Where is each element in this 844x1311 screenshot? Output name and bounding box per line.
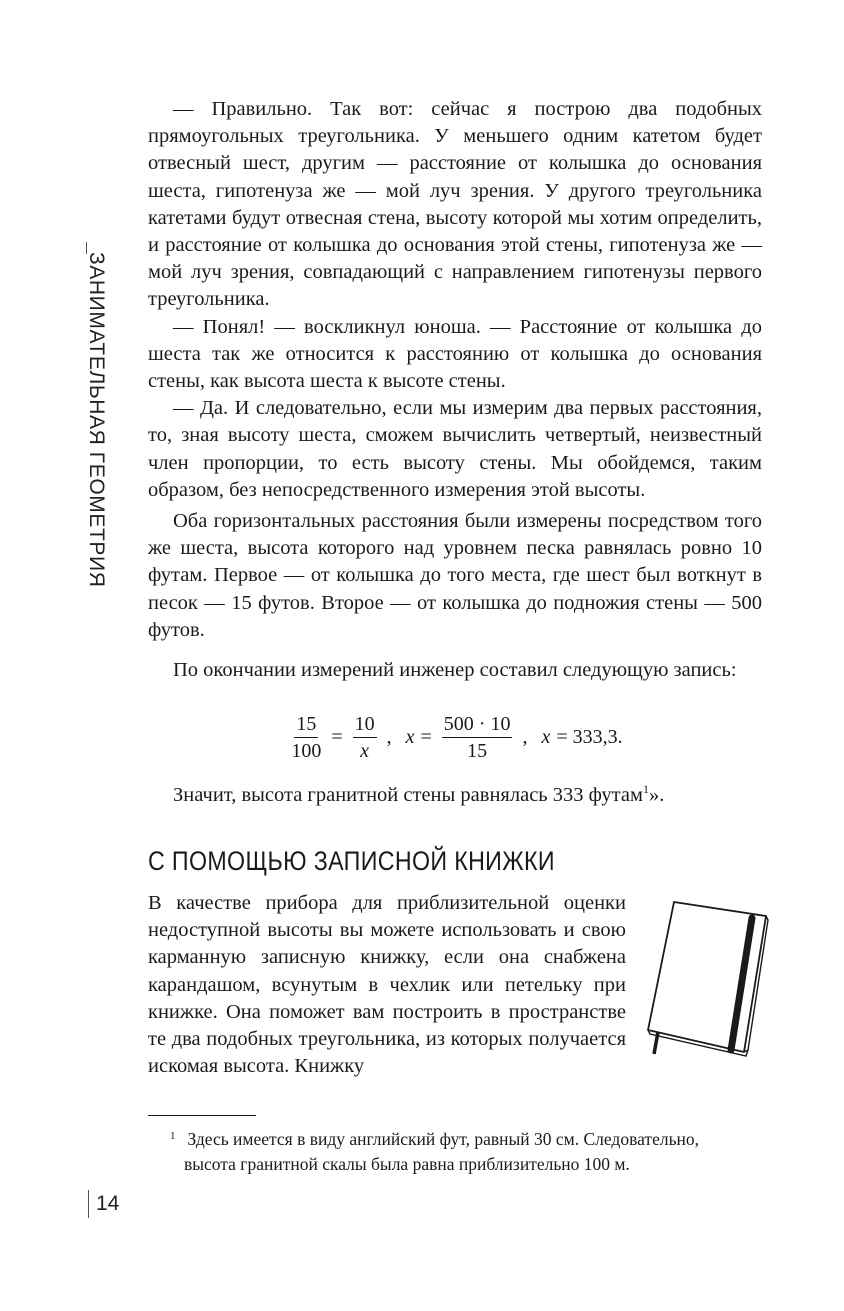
- section-text: [148, 890, 626, 1080]
- paragraph-4: Оба горизонтальных расстояния были измерены посредством того же шеста, высота которого над уровнем песка равнялась ровно 10 футам. Первое — от колышка до того места, где шест был воткнут в песок — 15 футов. Второе — от колышка до подножия стены — 500 футов.: [148, 510, 762, 641]
- conclusion: Значит, высота гранитной стены равнялась 333 футам$^1$».: [173, 782, 665, 806]
- footnote-marker: 1: [170, 1130, 176, 1142]
- fraction-5000-15: $\frac{500 \cdot 10}{15}$: [443, 713, 511, 762]
- footnote: $^1$ Здесь имеется в виду английский фут, равный 30 см. Следовательно, высота гранитной скалы была равна приблизительно 100 м.: [170, 1129, 700, 1174]
- running-head: ЗАНИМАТЕЛЬНАЯ ГЕОМЕТРИЯ: [85, 252, 108, 588]
- body-text: [148, 96, 762, 684]
- paragraph-5: По окончании измерений инженер составил следующую запись:: [173, 659, 737, 682]
- section-heading: С ПОМОЩЬЮ ЗАПИСНОЙ КНИЖКИ: [148, 846, 555, 876]
- page-number: 14: [96, 1192, 120, 1215]
- paragraph-3: — Да. И следовательно, если мы измерим два первых расстояния, то, зная высоту шеста, сможем вычислить четвертый, неизвестный член пропорции, то есть высоту стены. Мы обойдемся, таким образом, без непосредственного измерения этой высоты.: [148, 397, 762, 501]
- footnote-ref[interactable]: 1: [642, 782, 649, 796]
- footnote-rule: [148, 1115, 256, 1116]
- section-paragraph: В качестве прибора для приблизительной оценки недоступной высоты вы можете использовать и свою карманную записную книжку, если она снабжена карандашом, всунутым в чехлик или петельку при книжке. Она поможет вам построить в пространстве те два подобных треугольника, из которых получается искомая высота. Книжку: [148, 892, 626, 1078]
- fraction-15-100: $\frac{15}{100}$: [291, 713, 322, 762]
- proportion-formula: $\frac{15}{100}$ = $\frac{10}{x}$ , x = $\frac{500 \cdot 10}{15}$ , x = 333,3.: [291, 713, 623, 762]
- page-number-rule: [88, 1190, 89, 1218]
- notebook-illustration: [640, 896, 780, 1058]
- paragraph-2: — Понял! — воскликнул юноша. — Расстояние от колышка до шеста так же относится к расстоянию от колышка до основания стены, как высота шеста к высоте стены.: [148, 315, 762, 393]
- paragraph-1: — Правильно. Так вот: сейчас я построю два подобных прямоугольных треугольника. У меньшего одним катетом будет отвесный шест, другим — расстояние от колышка до основания шеста, гипотенуза же — мой луч зрения. У другого треугольника катетами будут отвесная стена, высоту которой мы хотим определить, и расстояние от колышка до основания этой стены, гипотенуза же — мой луч зрения, совпадающий с направлением гипотенузы первого треугольника.: [148, 98, 762, 311]
- fraction-10-x: $\frac{10}{x}$: [354, 713, 375, 762]
